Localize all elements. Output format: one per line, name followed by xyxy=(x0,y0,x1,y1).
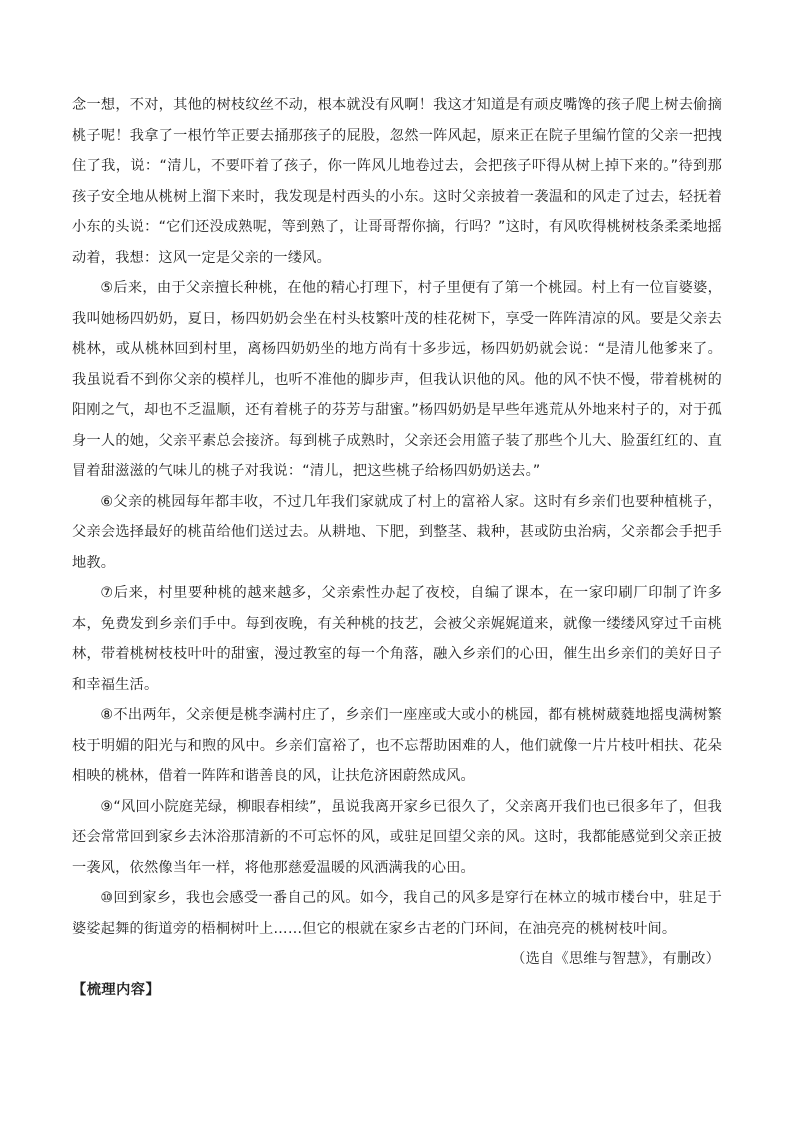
section-heading: 【梳理内容】 xyxy=(72,981,161,998)
article-paragraph-10: ⑩回到家乡，我也会感受一番自己的风。如今，我自己的风多是穿行在林立的城市楼台中，驻足于婆娑起舞的街道旁的梧桐树叶上……但它的根就在家乡古老的门环间，在油亮亮的桃树枝叶间。 xyxy=(72,890,722,937)
source-citation: （选自《思维与智慧》，有删改） xyxy=(511,951,720,967)
article-paragraph-8: ⑧不出两年，父亲便是桃李满村庄了，乡亲们一座座或大或小的桃园，都有桃树葳蕤地摇曳满树繁枝于明媚的阳光与和煦的风中。乡亲们富裕了，也不忘帮助困难的人，他们就像一片片枝叶相扶、花朵相映的桃林，借着一阵阵和谐善良的风，让扶危济困蔚然成风。 xyxy=(72,707,722,784)
article-paragraph-6: ⑥父亲的桃园每年都丰收，不过几年我们家就成了村上的富裕人家。这时有乡亲们也要种植桃子，父亲会选择最好的桃苗给他们送过去。从耕地、下肥，到整茎、栽种，甚或防虫治病，父亲都会手把手地教。 xyxy=(72,493,722,571)
article-paragraph-7: ⑦后来，村里要种桃的越来越多，父亲索性办起了夜校，自编了课本，在一家印刷厂印制了许多本，免费发到乡亲们手中。每到夜晚，有关种桃的技艺，会被父亲娓娓道来，就像一缕缕风穿过千亩桃林，带着桃树枝枝叶叶的甜蜜，漫过教室的每一个角落，融入乡亲们的心田，催生出乡亲们的美好日子和幸福生活。 xyxy=(72,585,722,693)
article-paragraph-9: ⑨“风回小院庭芜绿，柳眼春相续”，虽说我离开家乡已很久了，父亲离开我们也已很多年了，但我还会常常回到家乡去沐浴那清新的不可忘怀的风，或驻足回望父亲的风。这时，我都能感觉到父亲正披一袭风，依然像当年一样，将他那慈爱温暖的风洒满我的心田。 xyxy=(72,798,722,876)
article-body xyxy=(72,90,722,1005)
article-paragraph-5: ⑤后来，由于父亲擅长种桃，在他的精心打理下，村子里便有了第一个桃园。村上有一位盲婆婆，我叫她杨四奶奶，夏日，杨四奶奶会坐在村头枝繁叶茂的桂花树下，享受一阵阵清凉的风。要是父亲去桃林，或从桃林回到村里，离杨四奶奶坐的地方尚有十多步远，杨四奶奶就会说：“是清儿他爹来了。我虽说看不到你父亲的模样儿，也听不准他的脚步声，但我认识他的风。他的风不快不慢，带着桃树的阳刚之气，却也不乏温顺，还有着桃子的芬芳与甜蜜。”杨四奶奶是早些年逃荒从外地来村子的，对于孤身一人的她，父亲平素总会接济。每到桃子成熟时，父亲还会用篮子装了那些个儿大、脸蛋红红的、直冒着甜滋滋的气味儿的桃子对我说：“清儿，把这些桃子给杨四奶奶送去。” xyxy=(72,280,722,479)
article-paragraph-continued: 念一想，不对，其他的树枝纹丝不动，根本就没有风啊！我这才知道是有顽皮嘴馋的孩子爬上树去偷摘桃子呢！我拿了一根竹竿正要去捅那孩子的屁股，忽然一阵风起，原来正在院子里编竹筐的父亲一把拽住了我，说：“清儿，不要吓着了孩子，你一阵风儿地卷过去，会把孩子吓得从树上掉下来的。”待到那孩子安全地从桃树上溜下来时，我发现是村西头的小东。这时父亲披着一袭温和的风走了过去，轻抚着小东的头说：“它们还没成熟呢，等到熟了，让哥哥帮你摘，行吗？”这时，有风吹得桃树枝条柔柔地摇动着，我想：这风一定是父亲的一缕风。 xyxy=(72,97,722,266)
